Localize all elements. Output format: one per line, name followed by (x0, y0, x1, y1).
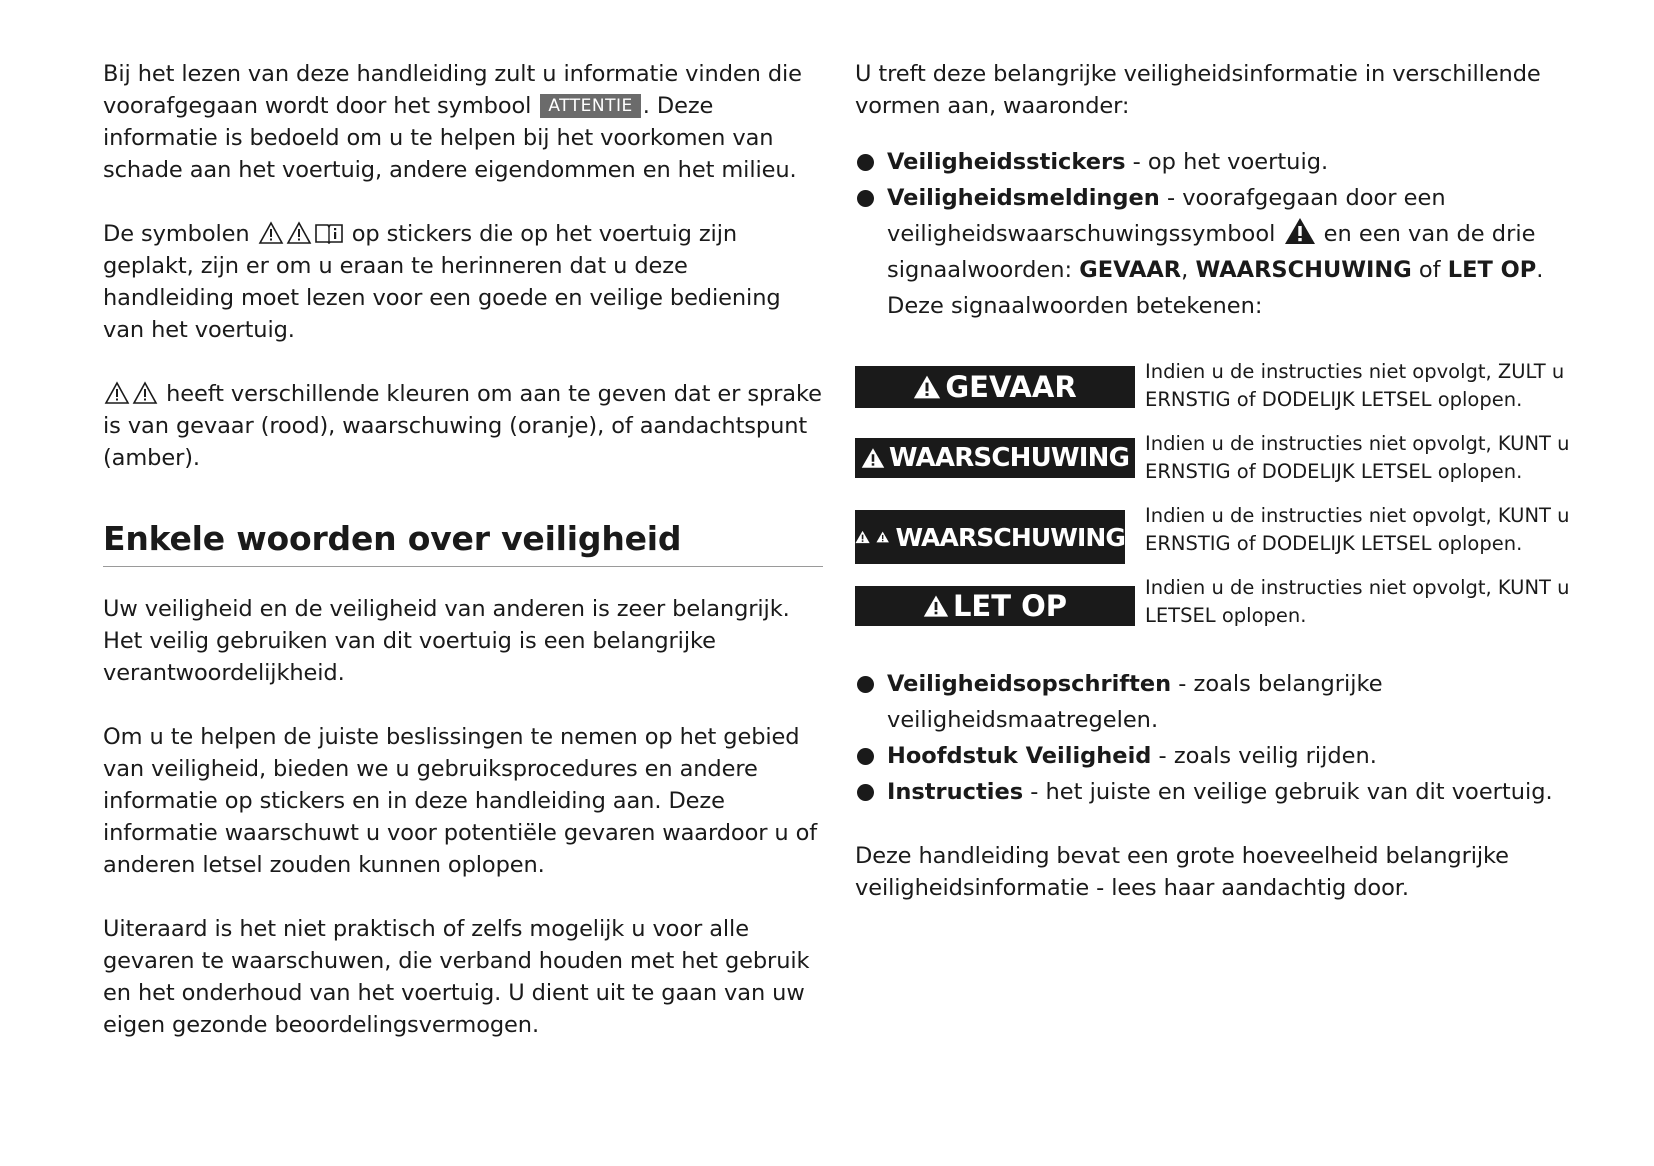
warning-triangle-outline-icon (132, 381, 158, 405)
safety-paragraph-2: Om u te helpen de juiste beslissingen te nemen op het gebied van veiligheid, bieden we u gebruiksprocedures en andere informatie op stickers en in deze handleiding aan. Deze informatie waarschuwt u voor potentiële gevaren waardoor u of anderen letsel zouden kunnen oplopen. (103, 724, 818, 878)
signal-description: Indien u de instructies niet opvolgt, ZULT u ERNSTIG of DODELIJK LETSEL oplopen. (1145, 360, 1565, 411)
separator-text: , (1181, 257, 1196, 283)
bullet-dot-icon (857, 748, 874, 765)
warning-triangle-outline-icon (286, 221, 312, 245)
signal-word-gevaar: GEVAAR (1079, 257, 1182, 283)
attentie-intro-text-b: . Deze informatie is bedoeld om u te helpen bij het voorkomen van schade aan het voertuig, andere eigendommen en het milieu. (103, 93, 797, 183)
colors-paragraph (103, 378, 823, 474)
list-item-text: - zoals veilig rijden. (1151, 743, 1377, 769)
list-item-text: - op het voertuig. (1125, 149, 1329, 175)
signal-label-gevaar (855, 366, 1135, 408)
symbols-text-a: De symbolen (103, 221, 250, 247)
info-forms-list (855, 144, 1575, 324)
separator-text: of (1411, 257, 1448, 283)
list-item-title: Veiligheidsmeldingen (887, 185, 1160, 211)
signal-label-let-op (855, 586, 1135, 626)
bullet-dot-icon (857, 154, 874, 171)
closing-paragraph: Deze handleiding bevat een grote hoeveelheid belangrijke veiligheidsinformatie - lees haar aandachtig door. (855, 843, 1509, 901)
signal-row-let-op (855, 574, 1575, 658)
list-item-title: Hoofdstuk Veiligheid (887, 743, 1152, 769)
right-column (855, 58, 1575, 904)
bullet-dot-icon (857, 190, 874, 207)
signal-label-waarschuwing (855, 438, 1135, 478)
signal-word-let-op: LET OP (1447, 257, 1537, 283)
signal-row-waarschuwing (855, 430, 1575, 502)
warning-triangle-outline-icon (104, 381, 130, 405)
list-item-text: - het juiste en veilige gebruik van dit voertuig. (1023, 779, 1553, 805)
warning-triangle-icon (855, 521, 870, 553)
list-item (855, 738, 1575, 774)
signal-label-text: LET OP (952, 589, 1068, 623)
bullet-dot-icon (857, 784, 874, 801)
manual-book-icon (314, 221, 344, 245)
list-item (855, 666, 1575, 738)
attentie-badge: ATTENTIE (540, 94, 640, 118)
list-item (855, 144, 1575, 180)
warning-triangle-icon (1284, 217, 1316, 245)
list-item (855, 180, 1575, 324)
signal-label-text: WAARSCHUWING (888, 443, 1130, 473)
symbols-paragraph (103, 218, 823, 346)
list-item-title: Veiligheidsopschriften (887, 671, 1172, 697)
signal-label-text: WAARSCHUWING (895, 522, 1125, 552)
warning-triangle-icon (923, 594, 949, 618)
signal-label-text: GEVAAR (945, 370, 1077, 404)
colors-text: heeft verschillende kleuren om aan te geven dat er sprake is van gevaar (rood), waarschuwing (oranje), of aandachtspunt (amber). (103, 381, 822, 471)
list-item (855, 774, 1575, 810)
separator-text: . (1536, 257, 1544, 283)
list-item-text: - voorafgegaan door een veiligheidswaarschuwingssymbool (887, 185, 1446, 247)
warning-triangle-outline-icon (258, 221, 284, 245)
attentie-intro-text-a: Bij het lezen van deze handleiding zult u informatie vinden die voorafgegaan wordt door het symbool (103, 61, 802, 119)
signal-row-gevaar (855, 358, 1575, 430)
section-title: Enkele woorden over veiligheid (103, 518, 823, 567)
right-intro-paragraph: U treft deze belangrijke veiligheidsinformatie in verschillende vormen aan, waaronder: (855, 61, 1541, 119)
list-item-title: Instructies (887, 779, 1024, 805)
signal-description: Indien u de instructies niet opvolgt, KUNT u ERNSTIG of DODELIJK LETSEL oplopen. (1145, 432, 1570, 483)
warning-triangle-icon (861, 447, 885, 469)
signal-label-waarschuwing-double (855, 510, 1125, 564)
list-item-title: Veiligheidsstickers (887, 149, 1126, 175)
bullet-dot-icon (857, 676, 874, 693)
attentie-intro-paragraph (103, 58, 823, 186)
signal-description: Indien u de instructies niet opvolgt, KUNT u ERNSTIG of DODELIJK LETSEL oplopen. (1145, 504, 1570, 555)
list-item-text: Deze signaalwoorden betekenen: (887, 293, 1263, 319)
warning-triangle-icon (876, 521, 889, 553)
signal-row-waarschuwing-double (855, 502, 1575, 574)
warning-triangle-icon (913, 374, 941, 400)
info-forms-list-continued (855, 666, 1575, 810)
list-item-text: en een van de drie signaalwoorden: (887, 221, 1536, 283)
list-item-text: - zoals belangrijke veiligheidsmaatregelen. (887, 671, 1383, 733)
signal-word-waarschuwing: WAARSCHUWING (1195, 257, 1412, 283)
safety-paragraph-1: Uw veiligheid en de veiligheid van anderen is zeer belangrijk. Het veilig gebruiken van dit voertuig is een belangrijke verantwoordelijkheid. (103, 596, 790, 686)
signal-description: Indien u de instructies niet opvolgt, KUNT u LETSEL oplopen. (1145, 576, 1570, 627)
left-column (103, 58, 823, 1041)
symbols-text-b: op stickers die op het voertuig zijn geplakt, zijn er om u eraan te herinneren dat u deze handleiding moet lezen voor een goede en veilige bediening van het voertuig. (103, 221, 781, 343)
safety-paragraph-3: Uiteraard is het niet praktisch of zelfs mogelijk u voor alle gevaren te waarschuwen, die verband houden met het gebruik en het onderhoud van het voertuig. U dient uit te gaan van uw eigen gezonde beoordelingsvermogen. (103, 916, 810, 1038)
